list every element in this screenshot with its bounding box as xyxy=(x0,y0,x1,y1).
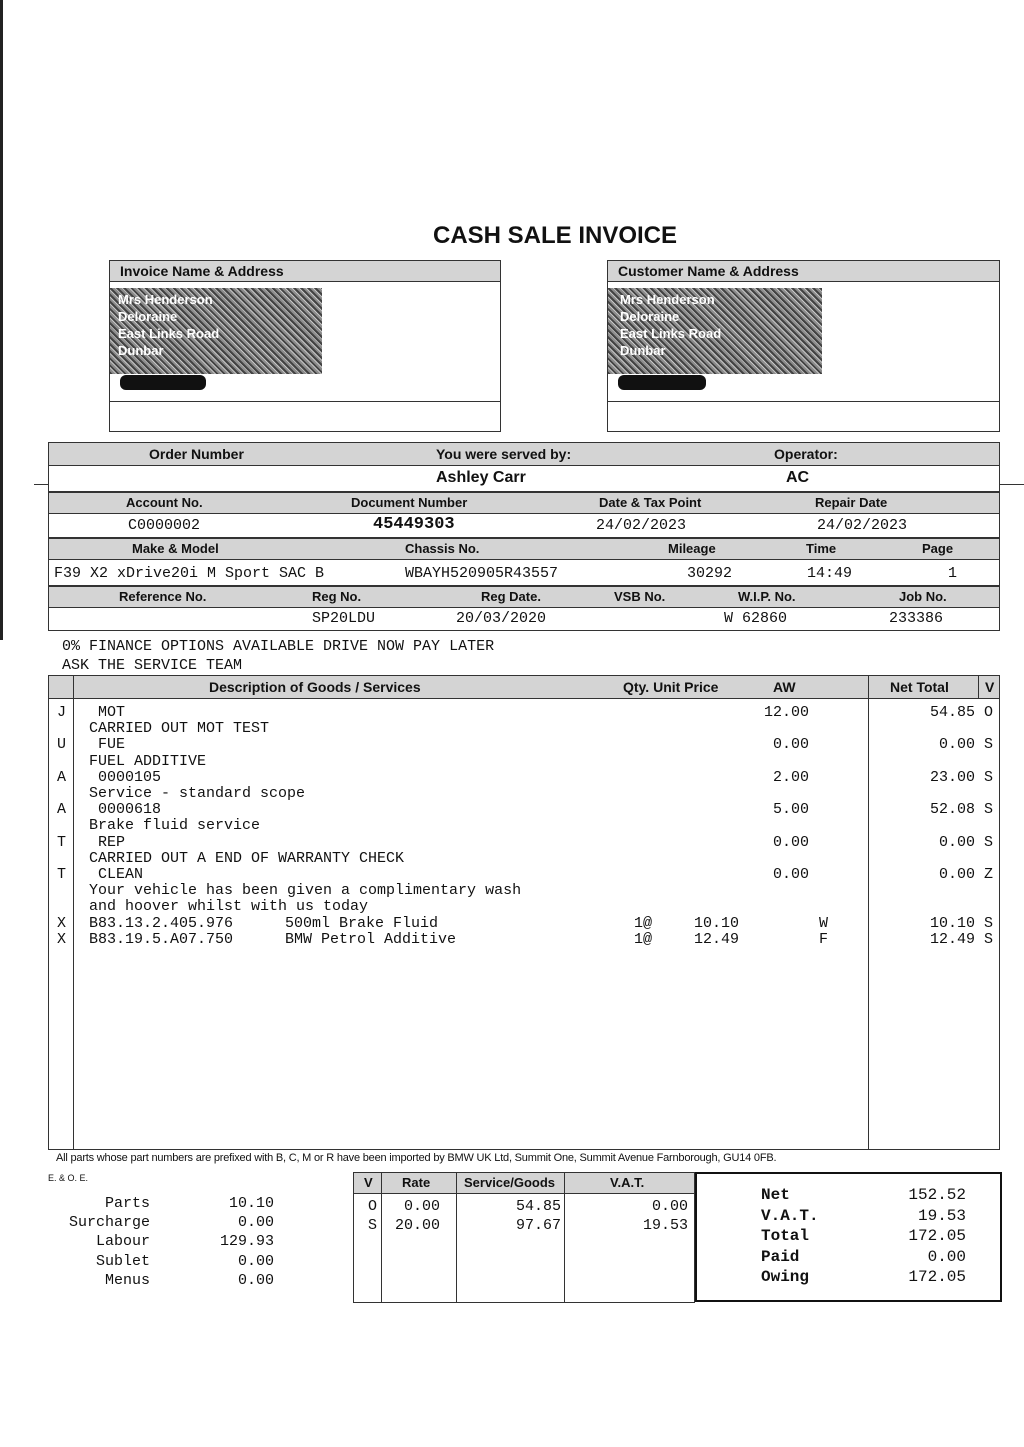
part-qty: 1@ xyxy=(634,914,653,932)
finance-notice xyxy=(62,637,494,675)
make-model-value: F39 X2 xDrive20i M Sport SAC B xyxy=(54,565,325,582)
item-vat-code: O xyxy=(984,704,994,721)
page-label: Page xyxy=(922,541,954,556)
summary-value: 129.93 xyxy=(219,1233,274,1251)
total-label: Total xyxy=(761,1227,810,1246)
item-code: J xyxy=(57,704,67,721)
chassis-label: Chassis No. xyxy=(405,541,480,556)
summary-label: Parts xyxy=(104,1195,150,1212)
part-unit-price: 12.49 xyxy=(693,930,739,948)
account-no-value: C0000002 xyxy=(128,517,201,534)
part-number: B83.13.2.405.976 xyxy=(89,914,234,932)
vat-row-code: O xyxy=(368,1198,378,1215)
chassis-value: WBAYH520905R43557 xyxy=(405,565,559,582)
item-aw: 12.00 xyxy=(763,704,809,721)
finance-notice-line: 0% FINANCE OPTIONS AVAILABLE DRIVE NOW PAY LATER xyxy=(62,638,495,655)
item-net-total: 0.00 xyxy=(938,833,975,851)
item-vat-code: S xyxy=(984,736,994,754)
part-vat-code: S xyxy=(984,914,994,932)
item-operation: CLEAN xyxy=(89,866,144,883)
item-code: A xyxy=(57,768,67,786)
aw-header: AW xyxy=(773,679,796,695)
vat-row-vat: 19.53 xyxy=(642,1217,688,1234)
reg-no-value: SP20LDU xyxy=(312,610,376,627)
item-code: T xyxy=(57,833,67,851)
total-value: 172.05 xyxy=(908,1268,966,1287)
item-operation: 0000105 xyxy=(89,768,162,786)
item-operation: FUE xyxy=(89,736,126,754)
item-operation: MOT xyxy=(89,704,126,721)
reg-no-label: Reg No. xyxy=(312,589,362,604)
item-vat-code: Z xyxy=(984,866,994,883)
address-divider xyxy=(608,401,999,402)
reg-date-label: Reg Date. xyxy=(481,589,541,604)
total-label: Net xyxy=(761,1186,790,1204)
eoe-note: E. & O. E. xyxy=(48,1173,89,1183)
job-label: Job No. xyxy=(899,589,947,604)
item-description: Service - standard scope xyxy=(89,785,306,802)
served-by-value: Ashley Carr xyxy=(436,469,526,486)
mileage-value: 30292 xyxy=(687,565,733,582)
vat-row-service-goods: 54.85 xyxy=(515,1198,561,1215)
account-header-row xyxy=(49,493,999,514)
part-unit-price: 10.10 xyxy=(693,914,739,932)
address-line: Dunbar xyxy=(118,343,164,358)
wip-label: W.I.P. No. xyxy=(738,589,796,604)
item-net-total: 23.00 xyxy=(929,768,975,786)
address-line: East Links Road xyxy=(118,326,220,341)
time-label: Time xyxy=(806,541,837,556)
reference-block xyxy=(48,586,1000,631)
date-tax-point-value: 24/02/2023 xyxy=(596,517,687,534)
address-line: Mrs Henderson xyxy=(620,292,715,307)
item-operation: REP xyxy=(89,833,126,851)
item-operation: 0000618 xyxy=(89,801,162,819)
column-divider xyxy=(381,1173,382,1302)
vat-vat-header: V.A.T. xyxy=(610,1175,645,1190)
item-vat-code: S xyxy=(984,768,994,786)
item-description: and hoover whilst with us today xyxy=(89,898,369,916)
vat-v-header: V xyxy=(364,1175,373,1190)
total-value: 19.53 xyxy=(917,1206,966,1225)
column-divider xyxy=(868,676,869,1149)
customer-address-box xyxy=(607,260,1000,432)
item-description: Your vehicle has been given a complimentary wash xyxy=(89,882,522,900)
v-header: V xyxy=(985,679,995,695)
import-footnote: All parts whose part numbers are prefixed with B, C, M or R have been imported by BMW UK Ltd, Summit One, Summit Avenue Farnborough, GU14 0FB. xyxy=(56,1152,777,1164)
wip-value: W 62860 xyxy=(724,610,788,627)
part-net-total: 12.49 xyxy=(929,930,975,948)
redaction-bar xyxy=(618,375,706,390)
total-value: 0.00 xyxy=(927,1247,966,1266)
repair-date-label: Repair Date xyxy=(815,495,888,510)
served-by-label: You were served by: xyxy=(436,446,572,462)
summary-value: 0.00 xyxy=(237,1271,274,1289)
item-net-total: 0.00 xyxy=(938,866,975,883)
items-header-row xyxy=(49,676,999,699)
time-value: 14:49 xyxy=(807,565,853,582)
reference-header-row xyxy=(49,587,999,608)
item-code: T xyxy=(57,866,67,883)
total-value: 152.52 xyxy=(908,1186,966,1204)
job-value: 233386 xyxy=(889,610,944,627)
totals-box xyxy=(695,1172,1002,1302)
part-aw: F xyxy=(819,930,829,948)
account-no-label: Account No. xyxy=(126,495,203,510)
date-tax-point-label: Date & Tax Point xyxy=(599,495,702,510)
address-divider xyxy=(110,401,500,402)
item-net-total: 0.00 xyxy=(938,736,975,754)
item-description: Brake fluid service xyxy=(89,817,261,835)
part-net-total: 10.10 xyxy=(929,914,975,932)
total-value: 172.05 xyxy=(908,1227,966,1246)
summary-label: Menus xyxy=(104,1271,150,1289)
document-number-label: Document Number xyxy=(351,495,468,510)
order-number-label: Order Number xyxy=(149,446,244,462)
summary-label: Sublet xyxy=(95,1252,150,1270)
finance-notice-line: ASK THE SERVICE TEAM xyxy=(62,657,243,674)
address-line: Deloraine xyxy=(620,309,680,324)
part-description: BMW Petrol Additive xyxy=(285,930,457,948)
margin-tick xyxy=(34,484,48,485)
vat-table xyxy=(353,1172,695,1303)
address-line: Dunbar xyxy=(620,343,666,358)
redaction-bar xyxy=(120,375,206,390)
invoice-address-lines xyxy=(118,291,219,359)
item-description: CARRIED OUT A END OF WARRANTY CHECK xyxy=(89,849,405,867)
vehicle-block xyxy=(48,538,1000,586)
address-line: Deloraine xyxy=(118,309,178,324)
part-description: 500ml Brake Fluid xyxy=(285,914,439,932)
customer-address-heading: Customer Name & Address xyxy=(608,261,999,282)
vat-row-vat: 0.00 xyxy=(651,1198,688,1215)
item-net-total: 52.08 xyxy=(929,801,975,819)
make-model-label: Make & Model xyxy=(132,541,219,556)
vat-row-code: S xyxy=(368,1217,378,1234)
part-aw: W xyxy=(819,914,829,932)
part-vat-code: S xyxy=(984,930,994,948)
part-qty: 1@ xyxy=(634,930,653,948)
order-block xyxy=(48,442,1000,492)
item-description: FUEL ADDITIVE xyxy=(89,752,207,770)
column-divider xyxy=(456,1173,457,1302)
item-aw: 0.00 xyxy=(772,736,809,754)
summary-label: Surcharge xyxy=(68,1214,150,1232)
address-line: East Links Road xyxy=(620,326,722,341)
reg-date-value: 20/03/2020 xyxy=(456,610,547,627)
items-table xyxy=(48,675,1000,1150)
summary-value: 0.00 xyxy=(237,1214,274,1232)
account-block xyxy=(48,492,1000,538)
item-vat-code: S xyxy=(984,801,994,819)
column-divider xyxy=(73,676,74,1149)
page-edge-mark xyxy=(0,0,8,640)
item-aw: 2.00 xyxy=(772,768,809,786)
address-line: Mrs Henderson xyxy=(118,292,213,307)
vehicle-header-row xyxy=(49,539,999,560)
item-vat-code: S xyxy=(984,833,994,851)
operator-value: AC xyxy=(786,469,810,486)
column-divider xyxy=(564,1173,565,1302)
mileage-label: Mileage xyxy=(668,541,716,556)
column-divider xyxy=(978,676,979,698)
item-aw: 0.00 xyxy=(772,866,809,883)
page-title: CASH SALE INVOICE xyxy=(432,222,678,249)
part-code: X xyxy=(57,914,67,932)
margin-tick xyxy=(1000,484,1024,485)
item-code: U xyxy=(57,736,67,754)
invoice-address-heading: Invoice Name & Address xyxy=(110,261,500,282)
summary-label: Labour xyxy=(95,1233,150,1251)
net-total-header: Net Total xyxy=(890,679,949,695)
vat-rate-header: Rate xyxy=(402,1175,431,1190)
item-net-total: 54.85 xyxy=(929,704,975,721)
operator-label: Operator: xyxy=(774,446,838,462)
item-aw: 5.00 xyxy=(772,801,809,819)
customer-address-lines xyxy=(620,291,721,359)
reference-label: Reference No. xyxy=(119,589,207,604)
cost-summary xyxy=(48,1195,298,1295)
summary-value: 10.10 xyxy=(228,1195,274,1212)
item-aw: 0.00 xyxy=(772,833,809,851)
page-value: 1 xyxy=(948,565,958,582)
description-header: Description of Goods / Services xyxy=(209,679,421,695)
repair-date-value: 24/02/2023 xyxy=(817,517,908,534)
item-code: A xyxy=(57,801,67,819)
total-label: Owing xyxy=(761,1268,810,1287)
vat-row-service-goods: 97.67 xyxy=(515,1217,561,1234)
vat-service-goods-header: Service/Goods xyxy=(464,1175,556,1190)
total-label: V.A.T. xyxy=(761,1206,819,1225)
total-label: Paid xyxy=(761,1247,800,1266)
document-number-value: 45449303 xyxy=(373,515,455,534)
part-number: B83.19.5.A07.750 xyxy=(89,930,234,948)
qty-unit-price-header: Qty. Unit Price xyxy=(623,679,719,695)
vat-row-rate: 0.00 xyxy=(403,1198,440,1215)
vat-header-row xyxy=(354,1173,694,1194)
item-description: CARRIED OUT MOT TEST xyxy=(89,720,270,738)
vat-row-rate: 20.00 xyxy=(394,1217,440,1234)
part-code: X xyxy=(57,930,67,948)
vsb-label: VSB No. xyxy=(614,589,666,604)
order-header-row xyxy=(49,443,999,466)
invoice-address-box xyxy=(109,260,501,432)
summary-value: 0.00 xyxy=(237,1252,274,1270)
